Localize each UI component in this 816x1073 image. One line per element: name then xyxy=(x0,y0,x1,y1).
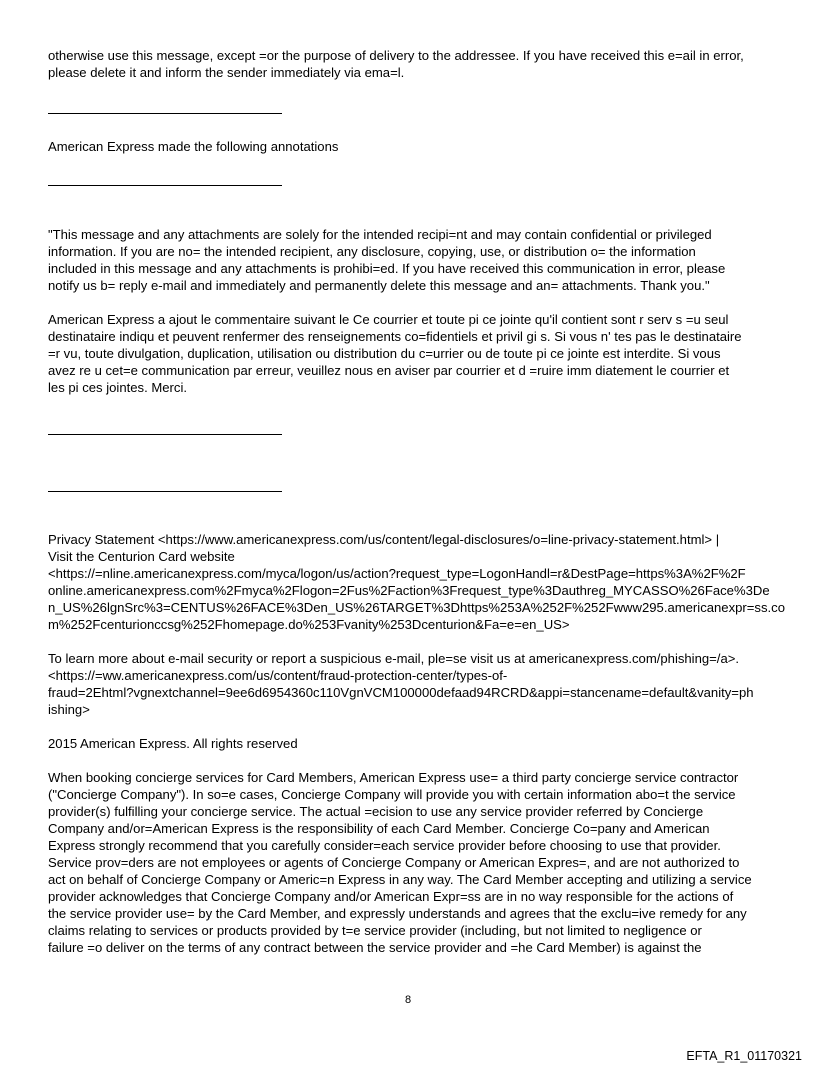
page-number: 8 xyxy=(404,994,412,1006)
intro-paragraph: otherwise use this message, except =or the purpose of delivery to the addressee. If you have received this e=ail in error, please delete it and inform the sender immediately via ema=l. xyxy=(48,48,744,80)
privacy-statement-paragraph: Privacy Statement <https://www.americanexpress.com/us/content/legal-disclosures/o=line-privacy-statement.html> | Visit the Centurion Card website <https://=nline.americanexpress.com/myca/logon/us/action?request_type=LogonHandl=r&DestPage=https%3A%2F%2F online.americanexpress.com%2Fmyca%2Flogon=2Fus%2Faction%3Frequest_type%3Dauthreg_MYCASSO%26Face%3De n_US%26lgnSrc%3=CENTUS%26FACE%3Den_US%26TARGET%3Dhttps%253A%252F%252Fwww295.americanexpr=ss.co m%252Fcenturionccsg%252Fhomepage.do%253Fvanity%253Dcenturion&Fa=e=en_US> xyxy=(48,532,785,632)
separator-rule xyxy=(48,491,282,492)
bates-number: EFTA_R1_01170321 xyxy=(686,1049,802,1063)
separator-rule xyxy=(48,434,282,435)
english-confidentiality-notice: "This message and any attachments are solely for the intended recipi=nt and may contain confidential or privileged information. If you are no= the intended recipient, any disclosure, copying, use, or distribution o= the information included in this message and any attachments is prohibi=ed. If you have received this communication in error, please notify us b= reply e-mail and immediately and permanently delete this message and an= attachments. Thank you." xyxy=(48,227,726,293)
separator-rule xyxy=(48,185,282,186)
copyright-line: 2015 American Express. All rights reserved xyxy=(48,736,298,751)
separator-rule xyxy=(48,113,282,114)
email-security-paragraph: To learn more about e-mail security or report a suspicious e-mail, ple=se visit us at americanexpress.com/phishing=/a>. <https://=ww.americanexpress.com/us/content/fraud-protection-center/types-of- fraud=2Ehtml?vgnextchannel=9ee6d6954360c110VgnVCM100000defaad94RCRD&appi=stancename=default&vanity=ph ishing> xyxy=(48,651,754,717)
annotations-heading: American Express made the following annotations xyxy=(48,139,339,154)
document-body xyxy=(48,47,785,956)
french-confidentiality-notice: American Express a ajout le commentaire suivant le Ce courrier et toute pi ce jointe qu'il contient sont r serv s =u seul destinataire indiqu et peuvent renfermer des renseignements co=fidentiels et privil gi s. Si vous n' tes pas le destinataire =r vu, toute divulgation, duplication, utilisation ou distribution du c=urrier ou de toute pi ce jointe est interdite. Si vous avez re u cet=e communication par erreur, veuillez nous en aviser par courrier et d =ruire imm diatement le courrier et les pi ces jointes. Merci. xyxy=(48,312,742,395)
concierge-disclaimer-paragraph: When booking concierge services for Card Members, American Express use= a third party concierge service contractor ("Concierge Company"). In so=e cases, Concierge Company will provide you with certain information abo=t the service provider(s) fulfilling your concierge service. The actual =ecision to use any service provider referred by Concierge Company and/or=American Express is the responsibility of each Card Member. Concierge Co=pany and American Express strongly recommend that you carefully consider=each service provider before choosing to use that provider. Service prov=ders are not employees or agents of Concierge Company or American Expres=, and are not authorized to act on behalf of Concierge Company or Americ=n Express in any way. The Card Member accepting and utilizing a service provider acknowledges that Concierge Company and/or American Expr=ss are in no way responsible for the actions of the service provider use= by the Card Member, and expressly understands and agrees that the exclu=ive remedy for any claims relating to services or products provided by t=e service provider (including, but not limited to negligence or failure =o deliver on the terms of any contract between the service provider and =he Card Member) is against the xyxy=(48,770,752,955)
